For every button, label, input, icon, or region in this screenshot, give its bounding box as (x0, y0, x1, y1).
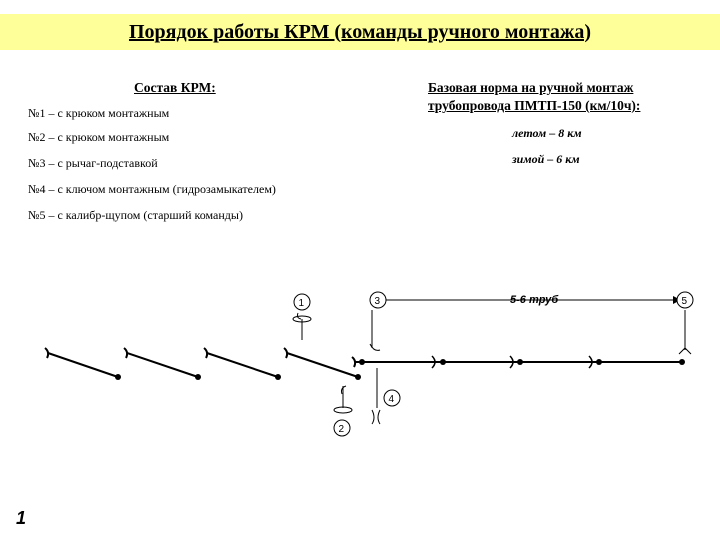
worker-1-label: 1 (298, 298, 305, 309)
worker-4 (372, 368, 400, 424)
worker-3-label: 3 (374, 296, 381, 307)
norm-summer: летом – 8 км (512, 126, 582, 140)
pipe-joint (275, 374, 281, 380)
assembled-pipeline (356, 356, 685, 368)
pipe-section (204, 348, 207, 358)
pipe-section (284, 348, 287, 358)
composition-heading: Состав КРМ: (134, 80, 216, 95)
pipe-joint (440, 359, 446, 365)
pipe-joint (115, 374, 121, 380)
worker-5-label: 5 (681, 296, 688, 307)
pipe-joint (596, 359, 602, 365)
pipe-section (124, 348, 127, 358)
worker-1 (293, 294, 311, 340)
worker-2-label: 2 (338, 424, 345, 435)
member-3: №3 – с рычаг-подставкой (28, 156, 158, 170)
norm-winter: зимой – 6 км (512, 152, 580, 166)
norm-heading-line-1: Базовая норма на ручной монтаж (428, 80, 634, 95)
pipe-joint (679, 359, 685, 365)
worker-5 (677, 292, 693, 354)
member-1: №1 – с крюком монтажным (28, 106, 170, 120)
norm-heading-line-2: трубопровода ПМТП-150 (км/10ч): (428, 98, 641, 113)
pipe-joint (355, 374, 361, 380)
pipe-section (45, 348, 48, 358)
member-4: №4 – с ключом монтажным (гидрозамыкателем) (28, 182, 276, 196)
pipe-joint (517, 359, 523, 365)
pipe-section (127, 353, 198, 377)
pipe-section (287, 353, 358, 377)
pipe-sections (45, 348, 361, 380)
pipe-section (207, 353, 278, 377)
member-5: №5 – с калибр-щупом (старший команды) (28, 208, 243, 222)
slide-title: Порядок работы КРМ (команды ручного монтажа) (128, 20, 592, 43)
member-2: №2 – с крюком монтажным (28, 130, 170, 144)
worker-3 (370, 292, 386, 350)
span-label: 5-6 труб (510, 294, 559, 306)
pipe-joint (195, 374, 201, 380)
pipe-joint (359, 359, 365, 365)
pipe-section (352, 357, 355, 367)
pipe-section (48, 353, 118, 377)
slide-number: 1 (16, 508, 27, 528)
worker-2 (334, 386, 352, 436)
worker-4-label: 4 (388, 394, 395, 405)
